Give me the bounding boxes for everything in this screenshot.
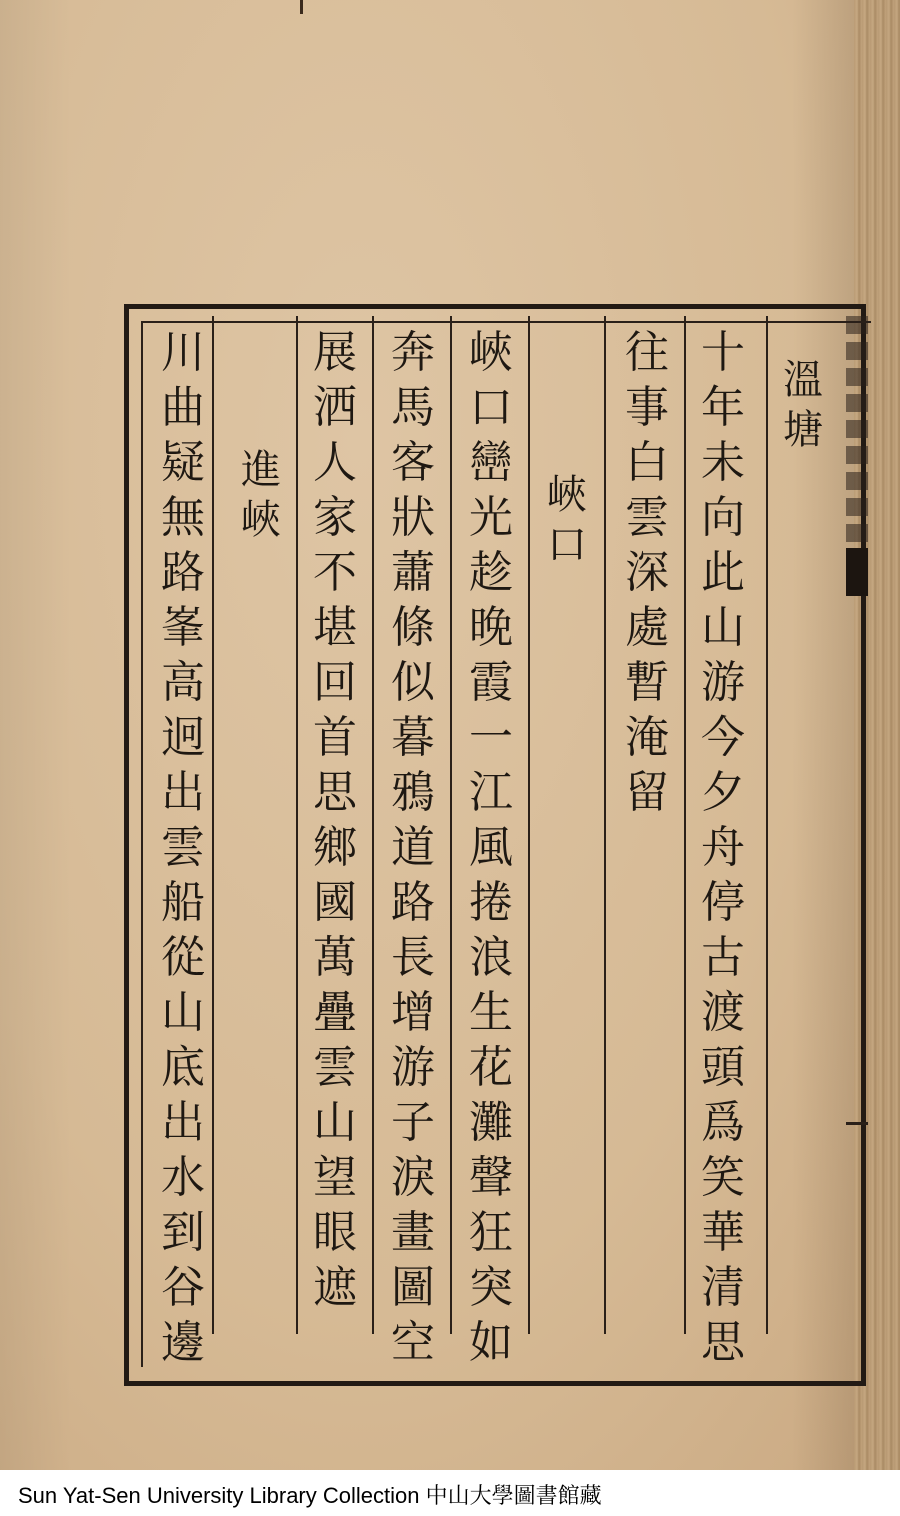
column-rule: [296, 316, 298, 1334]
glyph: 山: [701, 602, 745, 653]
glyph: 突: [469, 1262, 513, 1313]
glyph: 人: [313, 437, 357, 488]
glyph: 淹: [625, 712, 669, 763]
glyph: 浪: [469, 932, 513, 983]
library-credit: Sun Yat-Sen University Library Collection 中山大學圖書館藏: [18, 1483, 602, 1508]
glyph: 十: [701, 327, 745, 378]
glyph: 往: [625, 327, 669, 378]
glyph: 年: [701, 382, 745, 433]
glyph: 一: [469, 712, 513, 763]
glyph: 狂: [469, 1207, 513, 1258]
glyph: 增: [391, 987, 435, 1038]
glyph: 邊: [161, 1317, 205, 1368]
glyph: 迥: [161, 712, 205, 763]
glyph: 堪: [313, 602, 357, 653]
glyph: 花: [469, 1042, 513, 1093]
glyph: 奔: [391, 327, 435, 378]
glyph: 似: [391, 657, 435, 708]
glyph: 暫: [625, 657, 669, 708]
glyph: 國: [313, 877, 357, 928]
glyph: 清: [701, 1262, 745, 1313]
glyph: 從: [161, 932, 205, 983]
glyph: 遮: [313, 1262, 357, 1313]
glyph: 事: [625, 382, 669, 433]
glyph: 未: [701, 437, 745, 488]
glyph: 口: [469, 382, 513, 433]
glyph: 深: [625, 547, 669, 598]
column-rule: [684, 316, 686, 1334]
column-rule: [528, 316, 530, 1334]
glyph: 生: [469, 987, 513, 1038]
glyph: 向: [701, 492, 745, 543]
glyph: 思: [701, 1317, 745, 1368]
glyph: 船: [161, 877, 205, 928]
glyph: 今: [701, 712, 745, 763]
glyph: 游: [701, 657, 745, 708]
glyph: 路: [391, 877, 435, 928]
poem-title-xiakou: [534, 470, 600, 570]
poem-line: [614, 325, 680, 820]
glyph: 捲: [469, 877, 513, 928]
glyph: 道: [391, 822, 435, 873]
glyph: 巒: [469, 437, 513, 488]
glyph: 無: [161, 492, 205, 543]
glyph: 口: [547, 522, 587, 568]
glyph: 客: [391, 437, 435, 488]
glyph: 塘: [783, 407, 823, 453]
glyph: 爲: [701, 1097, 745, 1148]
glyph: 水: [161, 1152, 205, 1203]
glyph: 灘: [469, 1097, 513, 1148]
glyph: 風: [469, 822, 513, 873]
glyph: 不: [313, 547, 357, 598]
glyph: 笑: [701, 1152, 745, 1203]
glyph: 江: [469, 767, 513, 818]
glyph: 如: [469, 1317, 513, 1368]
glyph: 淚: [391, 1152, 435, 1203]
glyph: 峽: [547, 472, 587, 518]
glyph: 暮: [391, 712, 435, 763]
glyph: 空: [391, 1317, 435, 1368]
glyph: 霞: [469, 657, 513, 708]
glyph: 子: [391, 1097, 435, 1148]
glyph: 高: [161, 657, 205, 708]
glyph: 蕭: [391, 547, 435, 598]
column-rule: [450, 316, 452, 1334]
glyph: 疑: [161, 437, 205, 488]
glyph: 望: [313, 1152, 357, 1203]
glyph: 雲: [625, 492, 669, 543]
glyph: 畫: [391, 1207, 435, 1258]
glyph: 華: [701, 1207, 745, 1258]
glyph: 出: [161, 767, 205, 818]
glyph: 長: [391, 932, 435, 983]
poem-line: [690, 325, 756, 1370]
glyph: 游: [391, 1042, 435, 1093]
glyph: 底: [161, 1042, 205, 1093]
poem-line: [302, 325, 368, 1315]
glyph: 回: [313, 657, 357, 708]
poem-title-jinxia: [228, 445, 294, 545]
glyph: 峽: [241, 497, 281, 543]
glyph: 路: [161, 547, 205, 598]
glyph: 舟: [701, 822, 745, 873]
glyph: 停: [701, 877, 745, 928]
glyph: 聲: [469, 1152, 513, 1203]
glyph: 萬: [313, 932, 357, 983]
ink-mark: [300, 0, 303, 14]
glyph: 峽: [469, 327, 513, 378]
glyph: 晚: [469, 602, 513, 653]
glyph: 鄉: [313, 822, 357, 873]
glyph: 出: [161, 1097, 205, 1148]
glyph: 首: [313, 712, 357, 763]
glyph: 處: [625, 602, 669, 653]
poem-line: [458, 325, 524, 1370]
glyph: 雲: [161, 822, 205, 873]
column-rule: [372, 316, 374, 1334]
glyph: 家: [313, 492, 357, 543]
glyph: 峯: [161, 602, 205, 653]
glyph: 疊: [313, 987, 357, 1038]
glyph: 川: [161, 327, 205, 378]
glyph: 此: [701, 547, 745, 598]
glyph: 條: [391, 602, 435, 653]
glyph: 進: [241, 447, 281, 493]
glyph: 雲: [313, 1042, 357, 1093]
glyph: 思: [313, 767, 357, 818]
glyph: 馬: [391, 382, 435, 433]
poem-title-wentang: [770, 355, 836, 455]
glyph: 山: [161, 987, 205, 1038]
glyph: 夕: [701, 767, 745, 818]
glyph: 曲: [161, 382, 205, 433]
glyph: 展: [313, 327, 357, 378]
glyph: 白: [625, 437, 669, 488]
column-rule: [604, 316, 606, 1334]
glyph: 谷: [161, 1262, 205, 1313]
glyph: 到: [161, 1207, 205, 1258]
glyph: 留: [625, 767, 669, 818]
glyph: 鴉: [391, 767, 435, 818]
glyph: 光: [469, 492, 513, 543]
margin-page-mark: [846, 1122, 868, 1125]
glyph: 頭: [701, 1042, 745, 1093]
poem-line: [380, 325, 446, 1370]
glyph: 圖: [391, 1262, 435, 1313]
glyph: 狀: [391, 492, 435, 543]
glyph: 渡: [701, 987, 745, 1038]
glyph: 眼: [313, 1207, 357, 1258]
glyph: 洒: [313, 382, 357, 433]
glyph: 溫: [783, 357, 823, 403]
margin-fish-tail: [846, 548, 868, 596]
glyph: 山: [313, 1097, 357, 1148]
poem-line: [150, 325, 216, 1370]
glyph: 古: [701, 932, 745, 983]
glyph: 趁: [469, 547, 513, 598]
column-rule: [766, 316, 768, 1334]
